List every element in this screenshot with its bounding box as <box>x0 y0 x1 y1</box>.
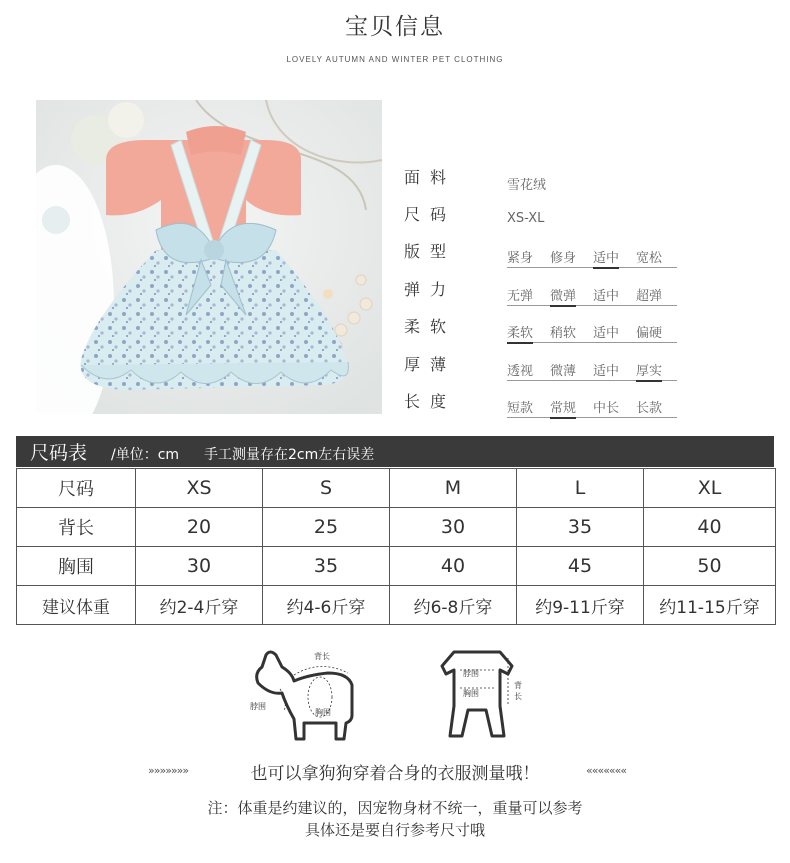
attr-label: 尺码 <box>404 205 457 224</box>
table-cell: 背长 <box>17 508 136 547</box>
product-photo <box>36 100 382 414</box>
label-neck: 脖围 <box>463 669 479 678</box>
arrows-left-decoration: »»»»»»» <box>148 764 189 777</box>
attr-label: 柔软 <box>404 317 457 336</box>
thickness-options <box>507 358 677 381</box>
table-cell: XL <box>644 469 776 508</box>
option-2: 适中 <box>593 289 620 304</box>
option-2: 适中 <box>593 326 620 341</box>
attr-label: 版型 <box>404 242 457 261</box>
weight-note-2: 具体还是要自行参考尺寸哦 <box>304 821 485 839</box>
table-cell: 约11-15斤穿 <box>644 586 776 625</box>
option-1: 微薄 <box>550 364 577 379</box>
attr-elasticity <box>404 277 784 305</box>
option-selected: 适中 <box>593 247 619 269</box>
option-3: 宽松 <box>636 251 663 266</box>
table-cell: 建议体重 <box>17 586 136 625</box>
size-chart-heading: 尺码表 <box>30 442 88 464</box>
table-cell: 胸围 <box>17 547 136 586</box>
option-0: 无弹 <box>507 289 534 304</box>
attr-label: 厚薄 <box>404 355 457 374</box>
size-table <box>16 468 776 625</box>
table-cell: M <box>390 469 517 508</box>
attr-thickness <box>404 352 784 380</box>
softness-options <box>507 320 677 343</box>
table-cell: 尺码 <box>17 469 136 508</box>
attr-label: 弹力 <box>404 280 457 299</box>
table-cell: XS <box>136 469 263 508</box>
option-3: 长款 <box>636 401 663 416</box>
option-selected: 柔软 <box>507 322 533 344</box>
table-cell: 45 <box>517 547 644 586</box>
table-cell: 35 <box>263 547 390 586</box>
option-2: 适中 <box>593 364 620 379</box>
label-chest: 胸围 <box>315 708 331 717</box>
table-row <box>17 508 776 547</box>
option-selected: 微弹 <box>550 285 576 307</box>
option-3: 超弹 <box>636 289 663 304</box>
table-cell: 约4-6斤穿 <box>263 586 390 625</box>
dog-measure-diagram <box>248 645 363 743</box>
label-chest: 胸围 <box>463 689 479 698</box>
size-chart-note: 手工测量存在2cm左右误差 <box>204 447 375 463</box>
table-header-row <box>17 469 776 508</box>
size-chart-header <box>16 436 774 467</box>
table-cell: 约2-4斤穿 <box>136 586 263 625</box>
table-cell: L <box>517 469 644 508</box>
attr-value: XS-XL <box>507 211 545 226</box>
attr-fit <box>404 239 784 267</box>
option-selected: 厚实 <box>636 360 662 382</box>
table-cell: 约9-11斤穿 <box>517 586 644 625</box>
table-cell: 25 <box>263 508 390 547</box>
option-1: 修身 <box>550 251 577 266</box>
size-chart-unit: /单位：cm <box>111 447 180 463</box>
weight-note: 注：体重是约建议的，因宠物身材不统一，重量可以参考 <box>207 799 583 817</box>
table-cell: 约6-8斤穿 <box>390 586 517 625</box>
attr-length <box>404 389 784 417</box>
garment-measure-diagram <box>432 648 532 742</box>
table-cell: S <box>263 469 390 508</box>
table-cell: 30 <box>136 547 263 586</box>
attr-size <box>404 202 784 230</box>
page-title: 宝贝信息 <box>345 14 445 40</box>
attr-label: 面料 <box>404 168 457 187</box>
arrows-right-decoration: ««««««« <box>586 764 627 777</box>
table-row <box>17 586 776 625</box>
length-options <box>507 395 677 418</box>
attr-value: 雪花绒 <box>507 178 547 193</box>
label-back-length: 背长 <box>514 681 522 701</box>
attr-label: 长度 <box>404 392 457 411</box>
measure-tip: 也可以拿狗狗穿着合身的衣服测量哦！ <box>250 764 540 784</box>
label-back-length: 背长 <box>314 652 330 661</box>
option-2: 中长 <box>593 401 620 416</box>
attr-fabric <box>404 165 784 193</box>
option-0: 紧身 <box>507 251 534 266</box>
table-cell: 30 <box>390 508 517 547</box>
elasticity-options <box>507 283 677 306</box>
attr-softness <box>404 314 784 342</box>
table-cell: 40 <box>644 508 776 547</box>
fit-options <box>507 245 677 268</box>
table-cell: 35 <box>517 508 644 547</box>
table-row <box>17 547 776 586</box>
option-selected: 常规 <box>550 397 576 419</box>
page-subtitle: LOVELY AUTUMN AND WINTER PET CLOTHING <box>286 55 504 64</box>
option-0: 透视 <box>507 364 534 379</box>
table-cell: 40 <box>390 547 517 586</box>
option-1: 稍软 <box>550 326 577 341</box>
table-cell: 20 <box>136 508 263 547</box>
table-cell: 50 <box>644 547 776 586</box>
option-0: 短款 <box>507 401 534 416</box>
option-3: 偏硬 <box>636 326 663 341</box>
label-neck: 脖围 <box>250 702 266 711</box>
